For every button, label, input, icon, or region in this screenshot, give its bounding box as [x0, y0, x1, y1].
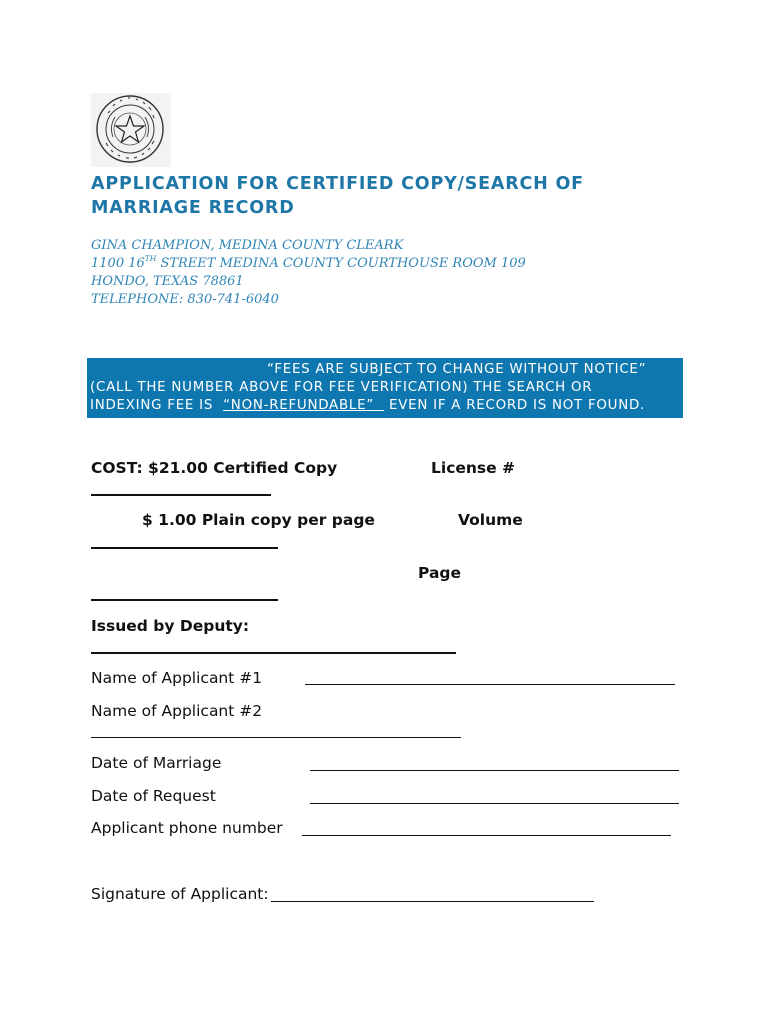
license-number-label: License # [431, 459, 516, 477]
applicant-2-line[interactable] [91, 737, 461, 738]
signature-label: Signature of Applicant: [91, 885, 274, 903]
fee-notice-line-3 [90, 397, 683, 415]
signature-line[interactable] [271, 901, 594, 902]
volume-line[interactable] [91, 547, 278, 549]
fee-notice-line-2: (CALL THE NUMBER ABOVE FOR FEE VERIFICATION) THE SEARCH OR [90, 380, 593, 395]
page-label: Page [418, 564, 462, 582]
clerk-office-address [91, 237, 526, 309]
fee-notice-text: INDEXING FEE IS [90, 398, 224, 413]
telephone: TELEPHONE: 830-741-6040 [91, 292, 279, 307]
fee-notice-text-end: EVEN IF A RECORD IS NOT FOUND. [384, 398, 646, 413]
street-address [91, 255, 526, 273]
street-suffix: TH [144, 254, 157, 263]
plain-copy-label: $ 1.00 Plain copy per page [142, 511, 375, 529]
applicant-2-label: Name of Applicant #2 [91, 702, 263, 720]
cost-certified-label: COST: $21.00 Certified Copy [91, 459, 338, 477]
county-seal-icon [91, 93, 171, 167]
fee-notice-banner [87, 358, 683, 418]
applicant-phone-label: Applicant phone number [91, 819, 283, 837]
date-of-request-label: Date of Request [91, 787, 216, 805]
form-title-line-2: MARRIAGE RECORD [91, 198, 295, 218]
volume-label: Volume [458, 511, 523, 529]
non-refundable-text: “NON-REFUNDABLE” [223, 398, 385, 413]
clerk-name: GINA CHAMPION, MEDINA COUNTY CLEARK [91, 238, 404, 253]
deputy-signature-line[interactable] [91, 652, 456, 654]
fee-notice-line-1: “FEES ARE SUBJECT TO CHANGE WITHOUT NOTICE” [267, 362, 647, 377]
street-number: 1100 16 [91, 256, 145, 271]
page-line[interactable] [91, 599, 278, 601]
date-of-marriage-line[interactable] [310, 770, 679, 771]
applicant-1-label: Name of Applicant #1 [91, 669, 263, 687]
date-of-marriage-label: Date of Marriage [91, 754, 222, 772]
street-rest: STREET MEDINA COUNTY COURTHOUSE ROOM 109 [156, 256, 526, 271]
form-title-line-1: APPLICATION FOR CERTIFIED COPY/SEARCH OF [91, 174, 584, 194]
applicant-phone-line[interactable] [302, 835, 671, 836]
form-title [91, 172, 651, 220]
license-number-line[interactable] [91, 494, 271, 496]
date-of-request-line[interactable] [310, 803, 679, 804]
city-state-zip: HONDO, TEXAS 78861 [91, 274, 244, 289]
issued-by-deputy-label: Issued by Deputy: [91, 617, 250, 635]
applicant-1-line[interactable] [305, 684, 675, 685]
